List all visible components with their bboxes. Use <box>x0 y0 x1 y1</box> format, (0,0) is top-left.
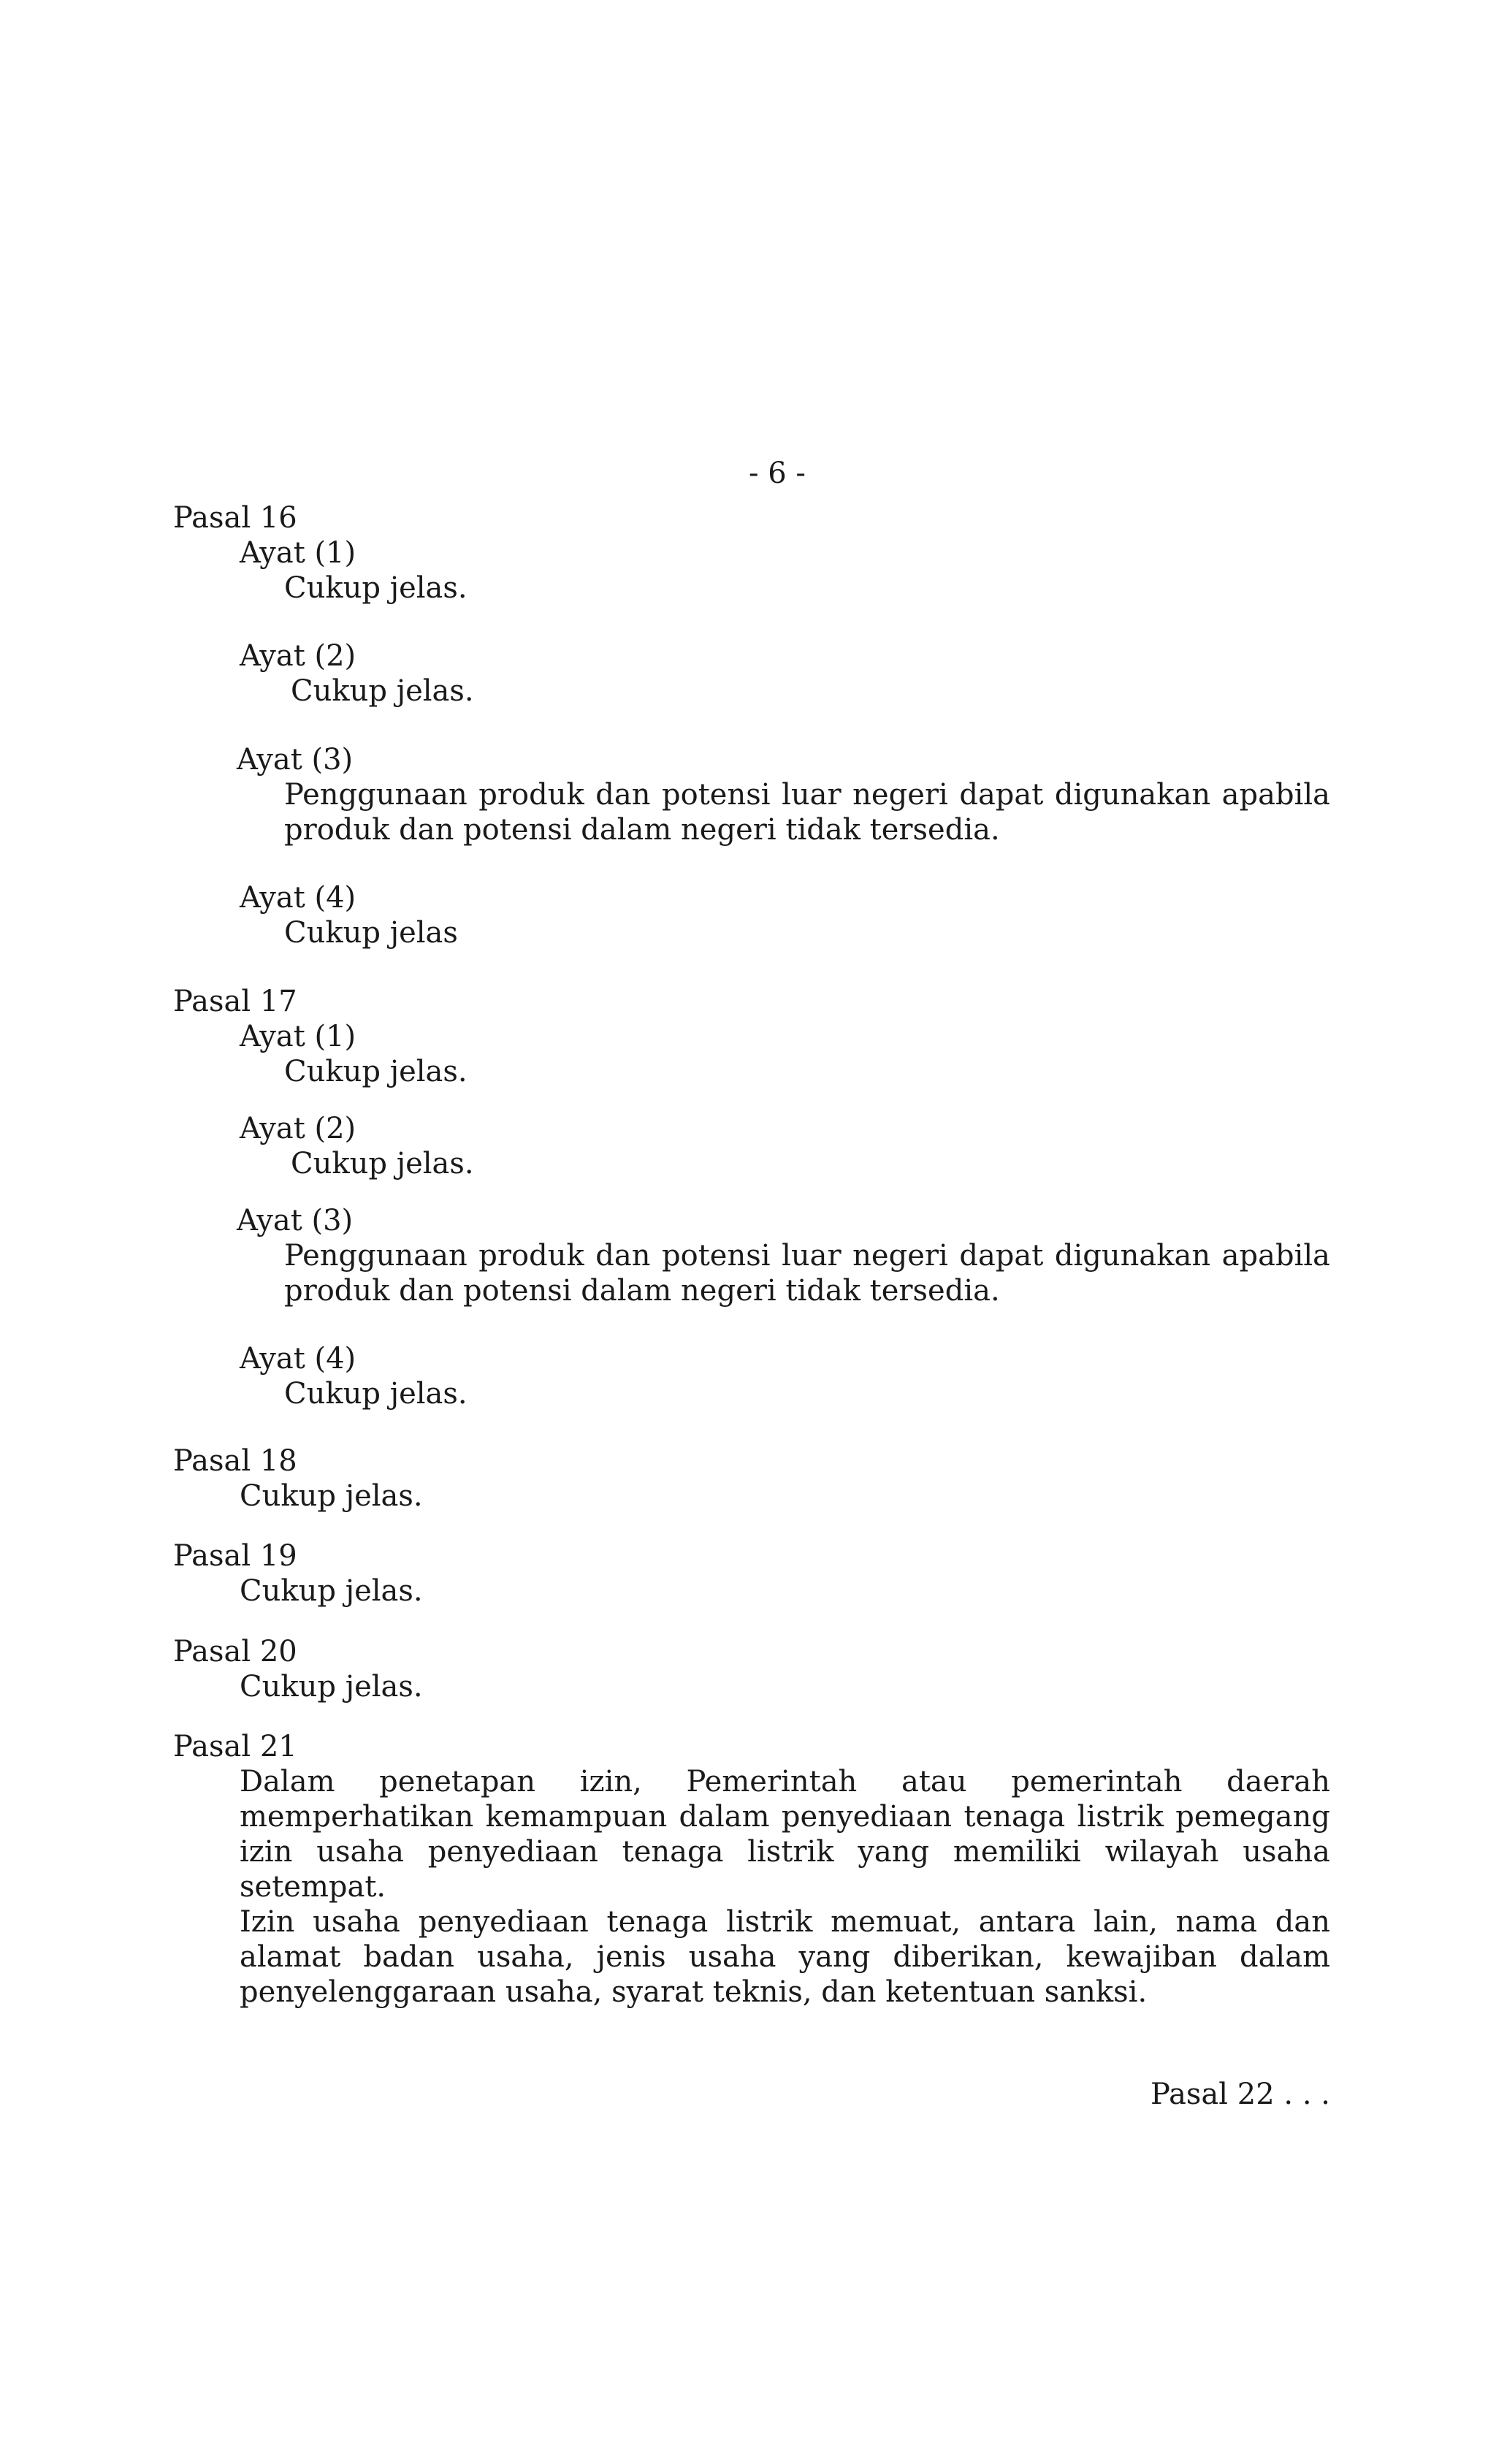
pasal-19-text: Cukup jelas. <box>240 1574 423 1608</box>
pasal-17-ayat-3-text: Penggunaan produk dan potensi luar negeri dapat digunakan apabila produk dan potensi dalam negeri tidak tersedia. <box>284 1239 1330 1308</box>
pasal-17-ayat-4-label: Ayat (4) <box>240 1342 356 1376</box>
pasal-18-heading: Pasal 18 <box>173 1444 297 1478</box>
pasal-21-heading: Pasal 21 <box>173 1730 297 1763</box>
pasal-16-ayat-2-text: Cukup jelas. <box>291 674 474 708</box>
pasal-17-ayat-4-text: Cukup jelas. <box>284 1377 468 1411</box>
pasal-17-ayat-1-text: Cukup jelas. <box>284 1055 468 1088</box>
page-number: - 6 - <box>749 457 806 490</box>
pasal-17-ayat-3-label: Ayat (3) <box>237 1204 354 1237</box>
pasal-17-heading: Pasal 17 <box>173 985 297 1018</box>
pasal-19-heading: Pasal 19 <box>173 1539 297 1573</box>
pasal-17-ayat-1-label: Ayat (1) <box>240 1020 356 1053</box>
pasal-17-ayat-2-label: Ayat (2) <box>240 1112 356 1145</box>
pasal-21-paragraph-2: Izin usaha penyediaan tenaga listrik memuat, antara lain, nama dan alamat badan usaha, jenis usaha yang diberikan, kewajiban dalam penyelenggaraan usaha, syarat teknis, dan ketentuan sanksi. <box>240 1905 1330 2009</box>
continuation-text: Pasal 22 . . . <box>1150 2078 1330 2111</box>
pasal-16-ayat-4-label: Ayat (4) <box>240 881 356 915</box>
pasal-17-ayat-2-text: Cukup jelas. <box>291 1147 474 1180</box>
pasal-16-ayat-1-text: Cukup jelas. <box>284 571 468 605</box>
pasal-16-heading: Pasal 16 <box>173 501 297 535</box>
pasal-16-ayat-4-text: Cukup jelas <box>284 916 458 950</box>
pasal-20-heading: Pasal 20 <box>173 1635 297 1668</box>
pasal-16-ayat-3-label: Ayat (3) <box>237 743 354 777</box>
pasal-18-text: Cukup jelas. <box>240 1479 423 1513</box>
pasal-16-ayat-3-text: Penggunaan produk dan potensi luar negeri dapat digunakan apabila produk dan potensi dalam negeri tidak tersedia. <box>284 778 1330 847</box>
pasal-20-text: Cukup jelas. <box>240 1670 423 1704</box>
pasal-16-ayat-2-label: Ayat (2) <box>240 639 356 673</box>
pasal-16-ayat-1-label: Ayat (1) <box>240 536 356 570</box>
pasal-21-paragraph-1: Dalam penetapan izin, Pemerintah atau pemerintah daerah memperhatikan kemampuan dalam penyediaan tenaga listrik pemegang izin usaha penyediaan tenaga listrik yang memiliki wilayah usaha setempat. <box>240 1765 1330 1904</box>
